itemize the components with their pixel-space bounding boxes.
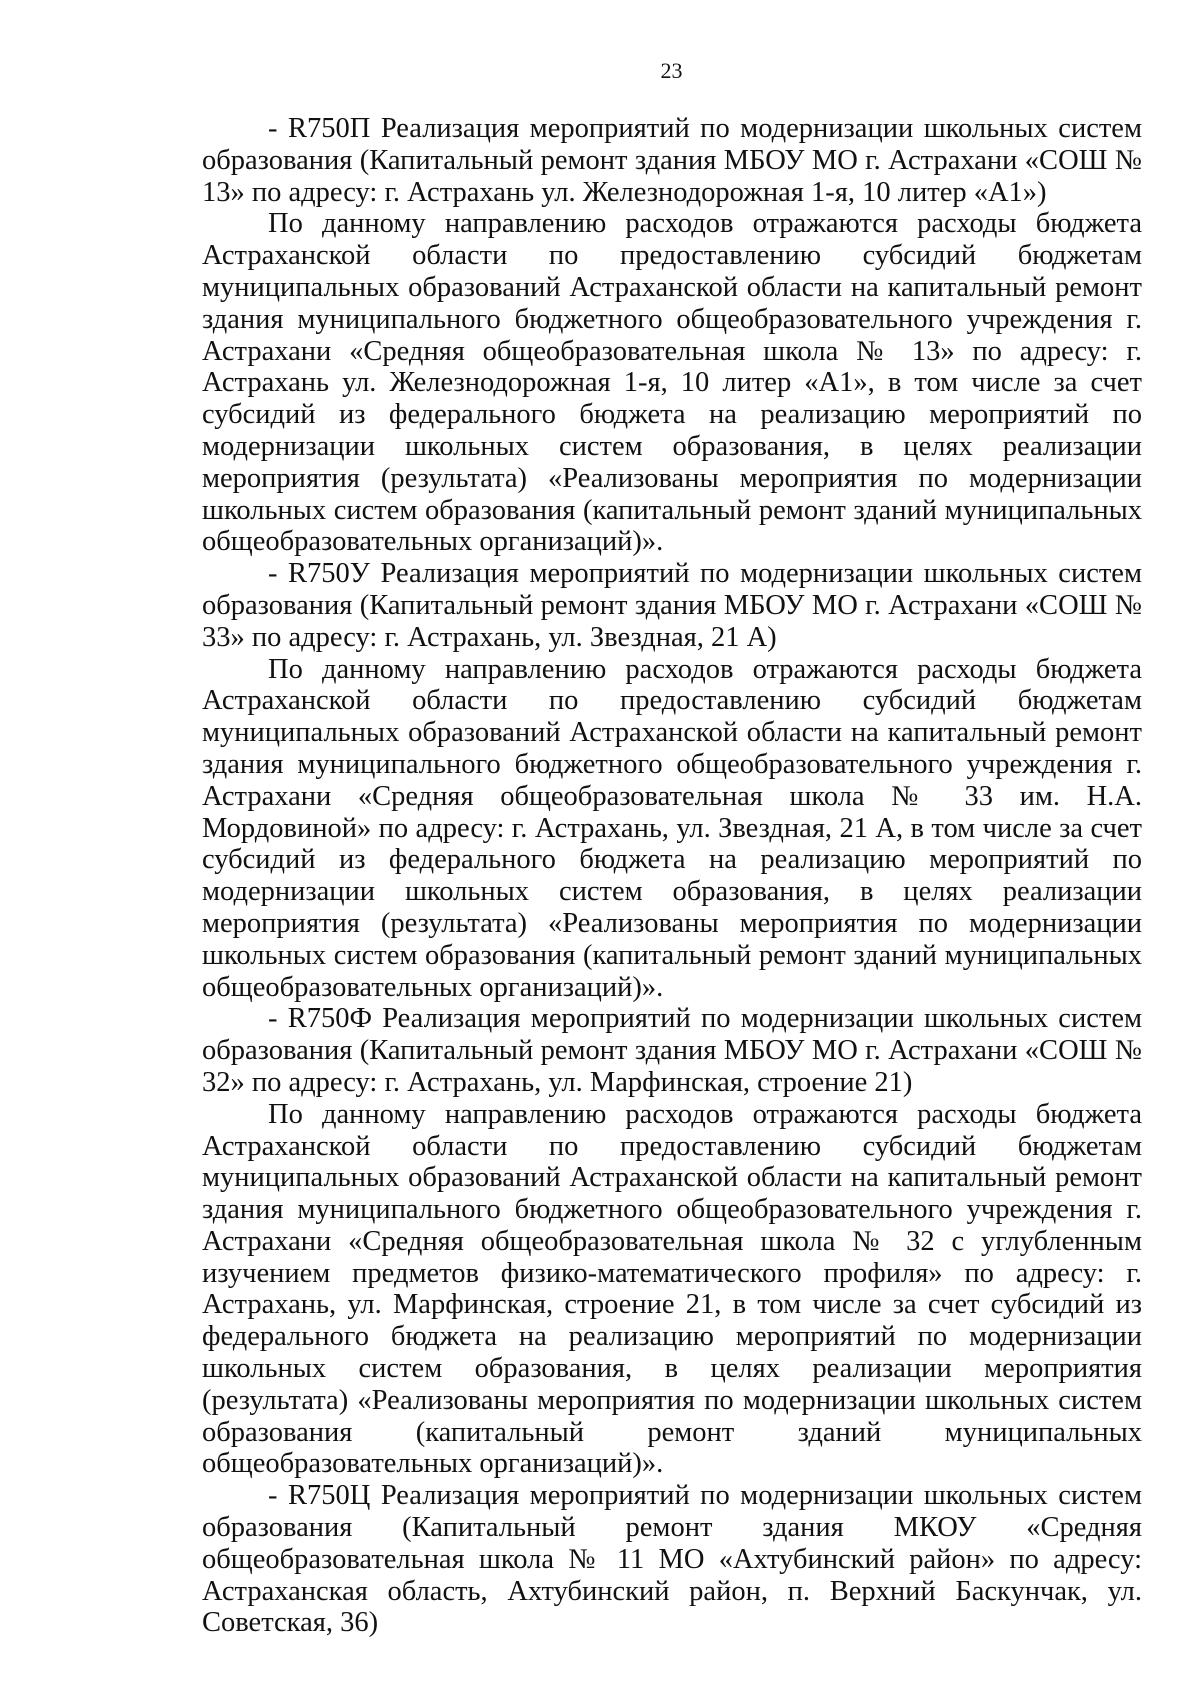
paragraph-r750u-heading: - R750У Реализация мероприятий по модернизации школьных систем образования (Капитальный ремонт здания МБОУ МО г. Астрахани «СОШ № 33» по адресу: г. Астрахань, ул. Звездная, 21 А) xyxy=(202,558,1142,653)
paragraph-r750f-description: По данному направлению расходов отражаются расходы бюджета Астраханской области по предоставлению субсидий бюджетам муниципальных образований Астраханской области на капитальный ремонт здания муниципального бюджетного общеобразовательного учреждения г. Астрахани «Средняя общеобразовательная школа № 32 с углубленным изучением предметов физико-математического профиля» по адресу: г. Астрахань, ул. Марфинская, строение 21, в том числе за счет субсидий из федерального бюджета на реализацию мероприятий по модернизации школьных систем образования, в целях реализации мероприятия (результата) «Реализованы мероприятия по модернизации школьных систем образования (капитальный ремонт зданий муниципальных общеобразовательных организаций)». xyxy=(202,1098,1142,1480)
paragraph-r750ts-heading: - R750Ц Реализация мероприятий по модернизации школьных систем образования (Капитальный ремонт здания МКОУ «Средняя общеобразовательная школа № 11 МО «Ахтубинский район» по адресу: Астраханская область, Ахтубинский район, п. Верхний Баскунчак, ул. Советская, 36) xyxy=(202,1480,1142,1639)
paragraph-r750p-heading: - R750П Реализация мероприятий по модернизации школьных систем образования (Капитальный ремонт здания МБОУ МО г. Астрахани «СОШ № 13» по адресу: г. Астрахань ул. Железнодорожная 1-я, 10 литер «А1») xyxy=(202,113,1142,208)
paragraph-r750p-description: По данному направлению расходов отражаются расходы бюджета Астраханской области по предоставлению субсидий бюджетам муниципальных образований Астраханской области на капитальный ремонт здания муниципального бюджетного общеобразовательного учреждения г. Астрахани «Средняя общеобразовательная школа № 13» по адресу: г. Астрахань ул. Железнодорожная 1-я, 10 литер «А1», в том числе за счет субсидий из федерального бюджета на реализацию мероприятий по модернизации школьных систем образования, в целях реализации мероприятия (результата) «Реализованы мероприятия по модернизации школьных систем образования (капитальный ремонт зданий муниципальных общеобразовательных организаций)». xyxy=(202,208,1142,558)
document-body xyxy=(202,113,1142,1639)
page-number: 23 xyxy=(660,58,683,83)
paragraph-r750f-heading: - R750Ф Реализация мероприятий по модернизации школьных систем образования (Капитальный ремонт здания МБОУ МО г. Астрахани «СОШ № 32» по адресу: г. Астрахань, ул. Марфинская, строение 21) xyxy=(202,1003,1142,1098)
paragraph-r750u-description: По данному направлению расходов отражаются расходы бюджета Астраханской области по предоставлению субсидий бюджетам муниципальных образований Астраханской области на капитальный ремонт здания муниципального бюджетного общеобразовательного учреждения г. Астрахани «Средняя общеобразовательная школа № 33 им. Н.А. Мордовиной» по адресу: г. Астрахань, ул. Звездная, 21 А, в том числе за счет субсидий из федерального бюджета на реализацию мероприятий по модернизации школьных систем образования, в целях реализации мероприятия (результата) «Реализованы мероприятия по модернизации школьных систем образования (капитальный ремонт зданий муниципальных общеобразовательных организаций)». xyxy=(202,653,1142,1003)
